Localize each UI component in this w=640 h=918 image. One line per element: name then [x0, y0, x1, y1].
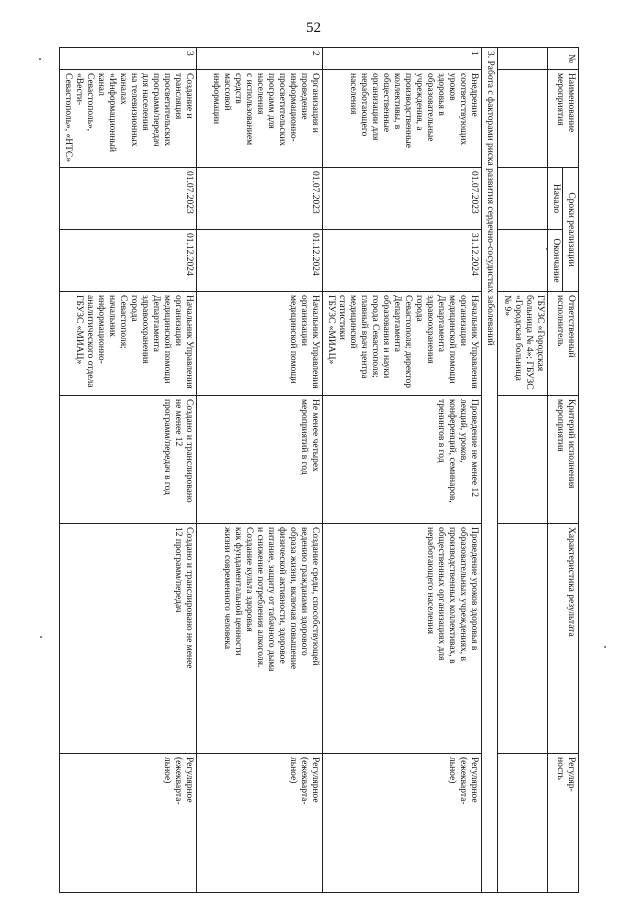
- header-row: [563, 48, 579, 893]
- row-result: Создано и транслировано не менее 12 программ/передач: [60, 524, 197, 754]
- row-num: 2: [197, 48, 323, 70]
- row-regularity: Регулярное (ежекварта- льное): [323, 754, 482, 893]
- row-start: 01.07.2023: [60, 168, 197, 230]
- col-header-responsible: Ответственный исполнитель: [548, 292, 579, 396]
- row-responsible: Начальник Управления организации медицинской помощи: [197, 292, 323, 396]
- section-row: [482, 48, 498, 893]
- page-number: 52: [306, 20, 321, 36]
- cell-empty: [498, 70, 548, 168]
- scan-speck: [604, 646, 606, 648]
- col-header-end: Окончание: [548, 230, 563, 292]
- row-criterion: Не менее четырех мероприятий в год: [197, 396, 323, 524]
- row-regularity: Регулярное (ежекварта- льное): [197, 754, 323, 893]
- row-criterion: Проведение не менее 12 лекций, уроков, конференций, семинаров, тренингов в год: [323, 396, 482, 524]
- row-name: Организация и проведение информационно- просветительских программ для населения с использованием средств массовой информации: [197, 70, 323, 168]
- col-header-criterion: Критерий исполнения мероприятия: [548, 396, 579, 524]
- table-row: [197, 48, 323, 893]
- col-header-dates: Сроки реализации: [563, 168, 579, 292]
- rotated-table-container: [41, 47, 579, 892]
- row-num: 3: [60, 48, 197, 70]
- table-row: [323, 48, 482, 893]
- row-criterion: Создано и транслировано не менее 12 программ/передач в год: [60, 396, 197, 524]
- row-responsible: Начальник Управления организации медицинской помощи Департамента здравоохранения города Севастополя; директор Департамента образования и науки города Севастополя; главный врач центра медицинской статистики ГБУЗС «МИАЦ»: [323, 292, 482, 396]
- col-header-regularity: Регуляр- ность: [548, 754, 579, 893]
- cell-empty: [498, 524, 548, 754]
- row-result: Проведение уроков здоровья в образовательных учреждениях, в производственных коллективах, в общественных организациях для неработающего населения: [323, 524, 482, 754]
- cell-empty: [498, 754, 548, 893]
- row-end: 31.12.2024: [323, 230, 482, 292]
- row-name: Внедрение соответствующих уроков здоровья в образовательные учреждения, а производственные коллективы, в общественные организации для неработающего населения: [323, 70, 482, 168]
- cell-empty: [498, 48, 548, 70]
- col-header-start: Начало: [548, 168, 563, 230]
- measures-table: [59, 47, 579, 893]
- row-result: Создание среды, способствующей ведению гражданами здорового образа жизни, включая повышение физической активности, здоровое питание, защиту от табачного дыма и снижение потребления алкоголя. Создание культа здоровья как фундаментальной ценности жизни современного человека: [197, 524, 323, 754]
- carryover-responsible: ГБУЗС «Городская больница № 4»; ГБУЗС «Городская больница № 9»: [498, 292, 548, 396]
- carryover-row: [498, 48, 548, 893]
- col-header-result: Характеристика результата: [548, 524, 579, 754]
- table-row: [60, 48, 197, 893]
- cell-empty: [498, 168, 548, 230]
- cell-empty: [498, 230, 548, 292]
- row-start: 01.07.2023: [323, 168, 482, 230]
- row-start: 01.07.2023: [197, 168, 323, 230]
- row-regularity: Регулярное (ежекварта- льное): [60, 754, 197, 893]
- col-header-num: №: [548, 48, 579, 70]
- cell-empty: [498, 396, 548, 524]
- row-end: 01.12.2024: [197, 230, 323, 292]
- section-title: 3. Работа с факторами риска развития сердечно-сосудистых заболеваний: [482, 48, 498, 893]
- col-header-name: Наименование мероприятия: [548, 70, 579, 168]
- row-num: 1: [323, 48, 482, 70]
- row-responsible: Начальник Управления организации медицинской помощи Департамента здравоохранения города Севастополя; начальник информационно- аналитического отдела ГБУЗС «МИАЦ»: [60, 292, 197, 396]
- row-end: 01.12.2024: [60, 230, 197, 292]
- row-name: Создание и трансляция просветительских программ/передач для населения на телевизионных каналах «Информационный канал Севастополь», «Вести- Севастополь», «НТС»: [60, 70, 197, 168]
